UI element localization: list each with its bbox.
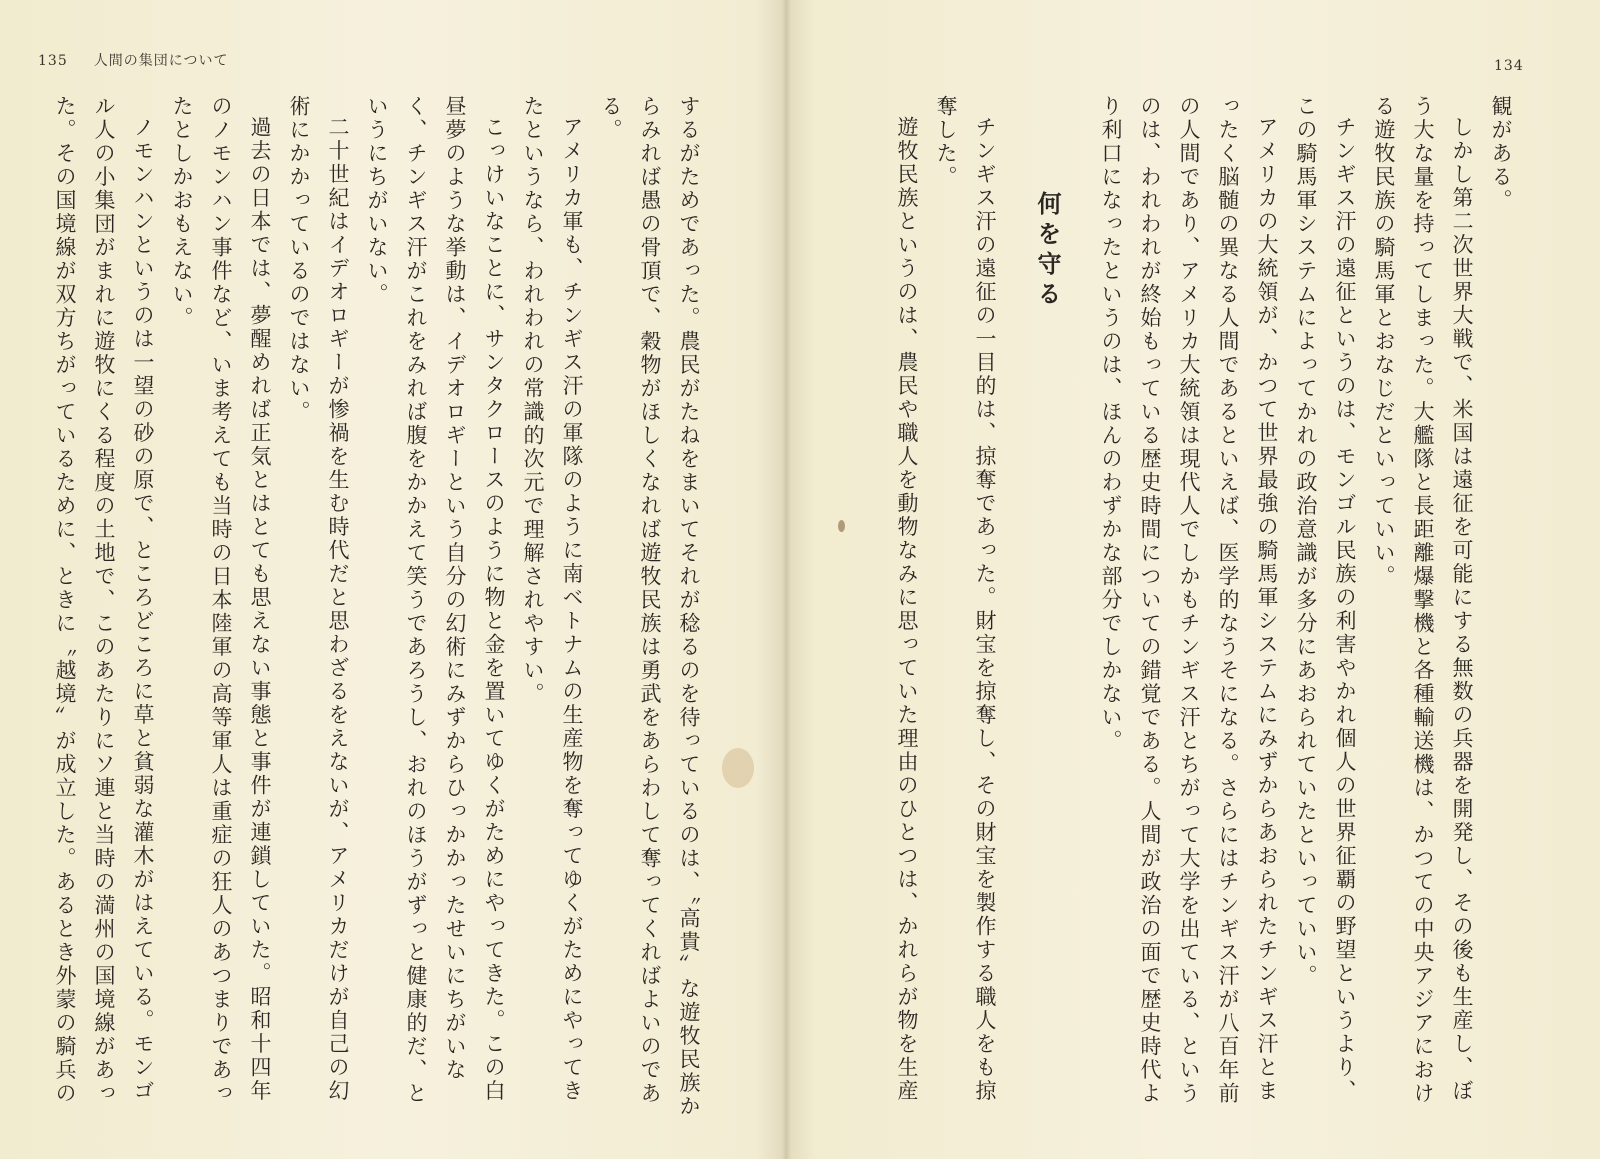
paragraph: アメリカの大統領が、かつて世界最強の騎馬軍システムにみずからあおられたチンギス汗とまったく脳髄の異なる人間であるといえば、医学的なうそになる。さらにはチンギス汗が八百年前の人間であり、アメリカ大統領は現代人でしかもチンギス汗とちがって大学を出ている、というのは、われわれが終始もっている歴史時間についての錯覚である。人間が政治の面で歴史時代より利口になったというのは、ほんのわずかな部分でしかない。 xyxy=(1099,95,1279,1106)
paragraph: チンギス汗の遠征の一目的は、掠奪であった。財宝を掠奪し、その財宝を製作する職人をも掠奪した。 xyxy=(934,95,997,1103)
book-gutter xyxy=(755,0,815,1159)
paragraph: しかし第二次世界大戦で、米国は遠征を可能にする無数の兵器を開発し、その後も生産し、ぼう大な量を持ってしまった。大艦隊と長距離爆撃機と各種輸送機は、かつての中央アジアにおける遊牧民族の騎馬軍とおなじだといっていい。 xyxy=(1372,95,1474,1106)
paragraph: アメリカ軍も、チンギス汗の軍隊のように南ベトナムの生産物を奪ってゆくがためにやってきたというなら、われわれの常識的次元で理解されやすい。 xyxy=(521,95,584,1103)
paragraph: 二十世紀はイデオロギーが惨禍を生む時代だと思わざるをえないが、アメリカだけが自己の幻術にかかっているのではない。 xyxy=(287,95,350,1103)
paper-stain xyxy=(838,520,845,532)
left-page-text xyxy=(38,95,708,1125)
left-running-title: 人間の集団について xyxy=(93,53,229,69)
paragraph: ノモンハンというのは一望の砂の原で、ところどころに草と貧弱な灌木がはえている。モンゴル人の小集団がまれに遊牧にくる程度の土地で、このあたりにソ連と当時の満州の国境線があった。その国境線が双方ちがっているために、ときに〝越境〟が成立した。あるとき外蒙の騎兵の xyxy=(53,95,155,1106)
paragraph: 観がある。 xyxy=(1489,95,1513,213)
section-heading: 何を守る xyxy=(1033,191,1062,311)
left-running-head xyxy=(38,50,228,70)
right-page-number: 134 xyxy=(1494,58,1524,74)
paragraph: チンギス汗の遠征というのは、モンゴル民族の利害やかれ個人の世界征覇の野望というより、この騎馬軍システムによってかれの政治意識が多分にあおられていたといっていい。 xyxy=(1294,95,1357,1103)
right-page-text xyxy=(860,95,1520,1125)
paragraph: 遊牧民族というのは、農民や職人を動物なみに思っていた理由のひとつは、かれらが物を生産 xyxy=(895,116,919,1103)
left-page-number: 135 xyxy=(38,53,68,69)
paragraph: 過去の日本では、夢醒めれば正気とはとても思えない事態と事件が連鎖していた。昭和十四年のノモンハン事件など、いま考えても当時の日本陸軍の高等軍人は重症の狂人のあつまりであったとしかおもえない。 xyxy=(170,95,272,1106)
paper-stain xyxy=(722,748,754,788)
paragraph: するがためであった。農民がたねをまいてそれが稔るのを待っているのは、〝高貴〟な遊牧民族からみれば愚の骨頂で、穀物がほしくなれば遊牧民族は勇武をあらわして奪ってくればよいのである。 xyxy=(599,95,701,1119)
paragraph: こっけいなことに、サンタクロースのように物と金を置いてゆくがためにやってきた。この白昼夢のような挙動は、イデオロギーという自分の幻術にみずからひっかかったせいにちがいなく、チンギス汗がこれをみれば腹をかかえて笑うであろうし、おれのほうがずっと健康的だ、というにちがいない。 xyxy=(365,95,506,1106)
